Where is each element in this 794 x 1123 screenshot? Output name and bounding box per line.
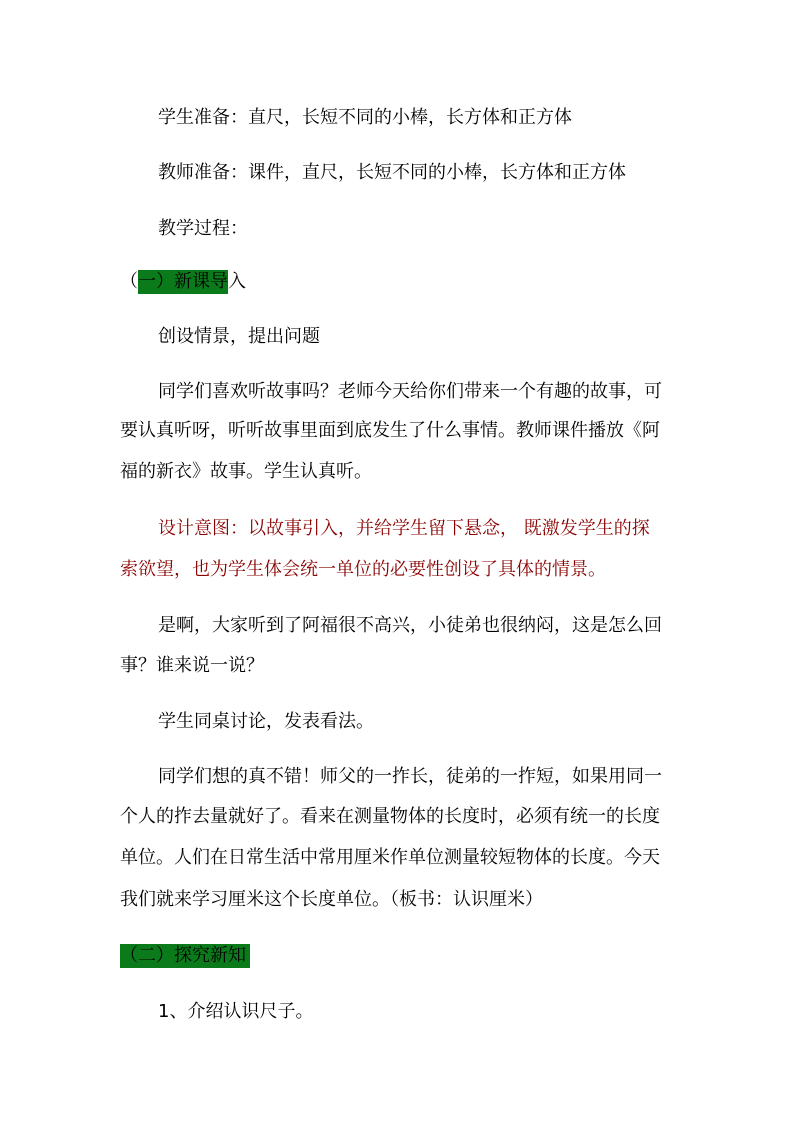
conclusion-line-2: 个人的拃去量就好了。看来在测量物体的长度时，必须有统一的长度 (120, 806, 660, 827)
discussion-paragraph: 学生同桌讨论，发表看法。 (158, 711, 374, 732)
section-heading-1 (120, 270, 246, 294)
teaching-process-label: 教学过程： (158, 218, 248, 239)
story-line-2: 要认真听呀，听听故事里面到底发生了什么事情。教师课件播放《阿 (120, 420, 660, 441)
question-line-2: 事？谁来说一说？ (120, 655, 264, 676)
student-prep-paragraph: 学生准备：直尺，长短不同的小棒，长方体和正方体 (158, 107, 572, 128)
conclusion-line-1: 同学们想的真不错！师父的一拃长，徒弟的一拃短，如果用同一 (158, 766, 662, 787)
design-intent-line-1: 设计意图：以故事引入，并给学生留下悬念， 既激发学生的探 (158, 518, 650, 539)
story-line-3: 福的新衣》故事。学生认真听。 (120, 461, 372, 482)
section-heading-1-highlight: 一）新课导 (138, 271, 228, 292)
section-heading-1-suffix: 入 (228, 271, 246, 292)
conclusion-line-3: 单位。人们在日常生活中常用厘米作单位测量较短物体的长度。今天 (120, 847, 660, 868)
design-intent-line-2: 索欲望，也为学生体会统一单位的必要性创设了具体的情景。 (120, 559, 606, 580)
section-heading-2-highlight: （二）探究新知 (120, 944, 250, 968)
story-line-1: 同学们喜欢听故事吗？老师今天给你们带来一个有趣的故事，可 (158, 381, 662, 402)
scenario-paragraph: 创设情景，提出问题 (158, 326, 320, 347)
question-line-1: 是啊，大家听到了阿福很不高兴，小徒弟也很纳闷，这是怎么回 (158, 615, 662, 636)
item-1-paragraph: 1、介绍认识尺子。 (158, 1001, 314, 1022)
conclusion-line-4: 我们就来学习厘米这个长度单位。（板书：认识厘米） (120, 889, 543, 910)
section-heading-1-prefix: （ (120, 271, 138, 292)
teacher-prep-paragraph: 教师准备：课件，直尺，长短不同的小棒，长方体和正方体 (158, 162, 626, 183)
section-heading-2 (120, 944, 250, 968)
